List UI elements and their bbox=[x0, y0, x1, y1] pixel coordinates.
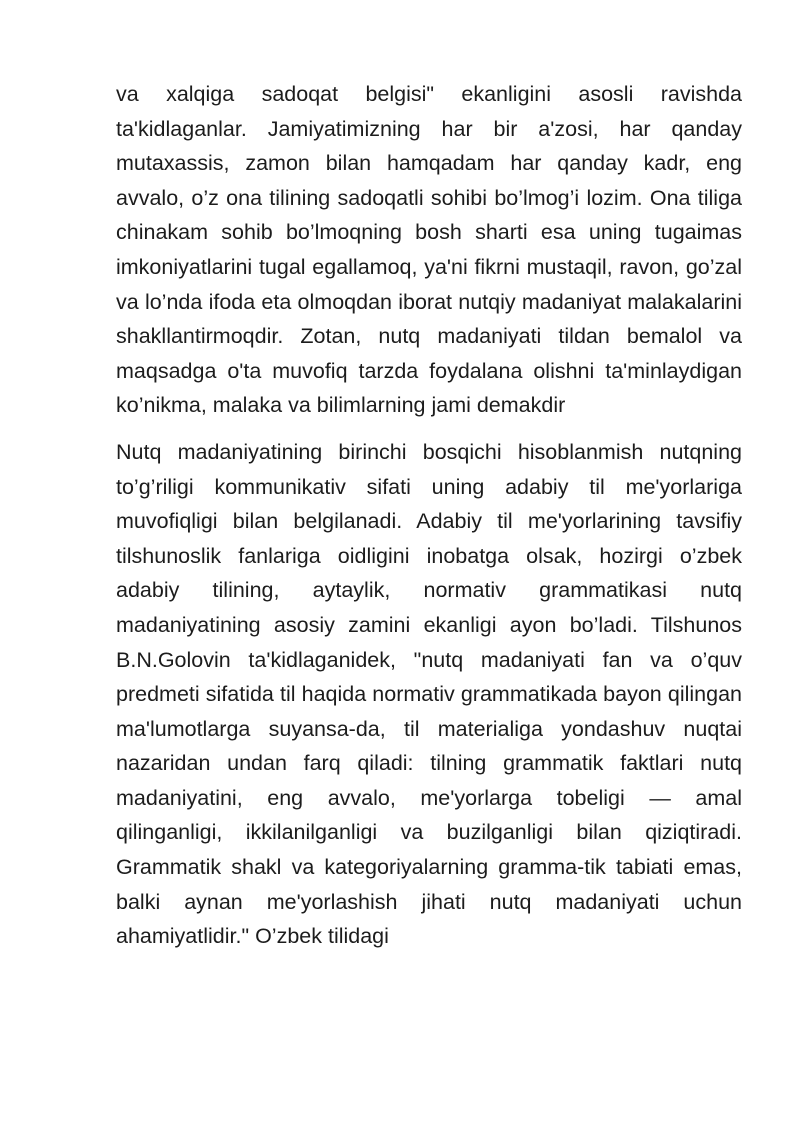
document-page bbox=[116, 77, 742, 954]
paragraph: Nutq madaniyatining birinchi bosqichi hisoblanmish nutqning to’g’riligi kommunikativ sifati uning adabiy til me'yorlariga muvofiqligi bilan belgilanadi. Adabiy til me'yorlarining tavsifiy tilshunoslik fanlariga oidligini inobatga olsak, hozirgi o’zbek adabiy tilining, aytaylik, normativ grammatikasi nutq madaniyatining asosiy zamini ekanligi ayon bo’ladi. Tilshunos B.N.Golovin ta'kidlaganidek, "nutq madaniyati fan va o’quv predmeti sifatida til haqida normativ grammatikada bayon qilingan ma'lumotlarga suyansa-da, til materialiga yondashuv nuqtai nazaridan undan farq qiladi: tilning grammatik faktlari nutq madaniyatini, eng avvalo, me'yorlarga tobeligi — amal qilinganligi, ikkilanilganligi va buzilganligi bilan qiziqtiradi. Grammatik shakl va kategoriyalarning gramma-tik tabiati emas, balki aynan me'yorlashish jihati nutq madaniyati uchun ahamiyatlidir." O’zbek tilidagi bbox=[116, 439, 742, 949]
paragraph: va xalqiga sadoqat belgisi" ekanligini asosli ravishda ta'kidlaganlar. Jamiyatimizning har bir a'zosi, har qanday mutaxassis, zamon bilan hamqadam har qanday kadr, eng avvalo, o’z ona tilining sadoqatli sohibi bo’lmog’i lozim. Ona tiliga chinakam sohib bo’lmoqning bosh sharti esa uning tugaimas imkoniyatlarini tugal egallamoq, ya'ni fikrni mustaqil, ravon, go’zal va lo’nda ifoda eta olmoqdan iborat nutqiy madaniyat malakalarini shakllantirmoqdir. Zotan, nutq madaniyati tildan bemalol va maqsadga o'ta muvofiq tarzda foydalana olishni ta'minlaydigan ko’nikma, malaka va bilimlarning jami demakdir bbox=[116, 82, 742, 418]
